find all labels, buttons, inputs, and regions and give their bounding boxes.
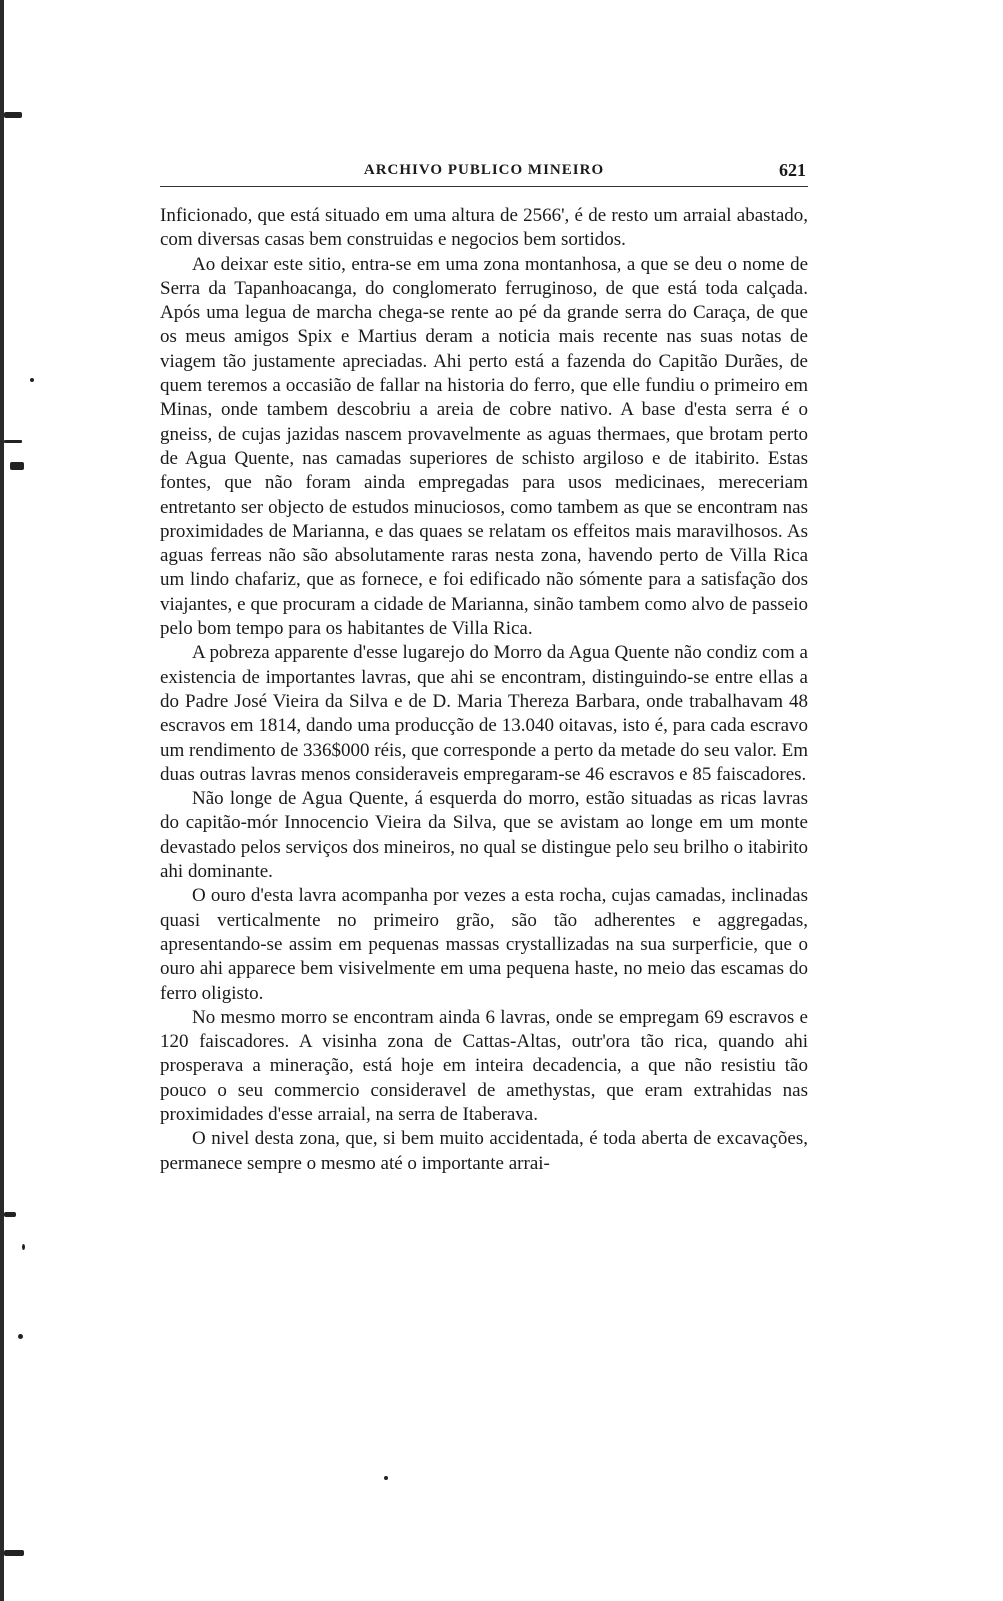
scan-speck: [4, 1212, 16, 1217]
paragraph: Não longe de Agua Quente, á esquerda do morro, estão situadas as ricas lavras do capitão-mór Innocencio Vieira da Silva, que se avistam ao longe em um monte devastado pelos serviços dos mineiros, no qual se distingue pelo seu brilho o itabirito ahi dominante.: [160, 788, 809, 883]
scan-speck: [4, 112, 22, 118]
paragraph: Inficionado, que está situado em uma altura de 2566', é de resto um arraial abastado, com diversas casas bem construidas e negocios bem sortidos.: [160, 205, 808, 251]
scan-speck: [22, 1244, 25, 1250]
scan-speck: [30, 378, 34, 382]
paragraph: O ouro d'esta lavra acompanha por vezes a esta rocha, cujas camadas, inclinadas quasi verticalmente no primeiro grão, são tão adherentes e aggregadas, apresentando-se assim em pequenas massas crystallizadas na sua surperficie, que o ouro ahi apparece bem visivelmente em uma pequena haste, no meio das escamas do ferro oligisto.: [160, 885, 808, 1004]
header-rule: [160, 186, 808, 187]
page-header: [160, 160, 808, 184]
scan-left-edge: [0, 0, 4, 1601]
paragraph: No mesmo morro se encontram ainda 6 lavras, onde se empregam 69 escravos e 120 faiscadores. A visinha zona de Cattas-Altas, outr'ora tão rica, quando ahi prosperava a mineração, está hoje em inteira decadencia, a que não resistiu tão pouco o seu commercio consideravel de amethystas, que eram extrahidas nas proximidades d'esse arraial, na serra de Itaberava.: [160, 1006, 808, 1125]
paragraph: Ao deixar este sitio, entra-se em uma zona montanhosa, a que se deu o nome de Serra da Tapanhoacanga, do conglomerato ferruginoso, de que está toda calçada. Após uma legua de marcha chega-se rente ao pé da grande serra do Caraça, de que os meus amigos Spix e Martius deram a noticia mais recente nas suas notas de viagem tão justamente apreciadas. Ahi perto está a fazenda do Capitão Durães, de quem teremos a occasião de fallar na historia do ferro, que elle fundiu o primeiro em Minas, onde tambem descobriu a areia de cobre nativo. A base d'esta serra é o gneiss, de cujas jazidas nascem provavelmente as aguas thermaes, que brotam perto de Agua Quente, nas camadas superiores de schisto argiloso e de itabirito. Estas fontes, que não foram ainda empregadas para usos medicinaes, mereceriam entretanto ser objecto de estudos minuciosos, como tambem as que se encontram nas proximidades de Marianna, e das quaes se relatam os effeitos mais maravilhosos. As aguas ferreas não são absolutamente raras nesta zona, havendo perto de Villa Rica um lindo chafariz, que as fornece, e foi edificado não sómente para a satisfação dos viajantes, e que procuram a cidade de Marianna, sinão tambem como alvo de passeio pelo bom tempo para os habitantes de Villa Rica.: [160, 253, 808, 640]
scan-speck: [4, 1550, 24, 1556]
scan-speck: [10, 462, 24, 470]
scan-speck: [4, 440, 22, 443]
body-text: [160, 204, 808, 1176]
scan-speck: [18, 1334, 23, 1339]
page-number: 621: [779, 160, 806, 180]
running-title: ARCHIVO PUBLICO MINEIRO: [363, 162, 605, 178]
paragraph: O nivel desta zona, que, si bem muito accidentada, é toda aberta de excavações, permanece sempre o mesmo até o importante arrai-: [160, 1128, 808, 1174]
scan-speck: [384, 1476, 388, 1480]
paragraph: A pobreza apparente d'esse lugarejo do Morro da Agua Quente não condiz com a existencia de importantes lavras, que ahi se encontram, distinguindo-se entre ellas a do Padre José Vieira da Silva e de D. Maria Thereza Barbara, onde trabalhavam 48 escravos em 1814, dando uma producção de 13.040 oitavas, isto é, para cada escravo um rendimento de 336$000 réis, que corresponde a perto da metade do seu valor. Em duas outras lavras menos consideraveis empregaram-se 46 escravos e 85 faiscadores.: [160, 642, 808, 785]
